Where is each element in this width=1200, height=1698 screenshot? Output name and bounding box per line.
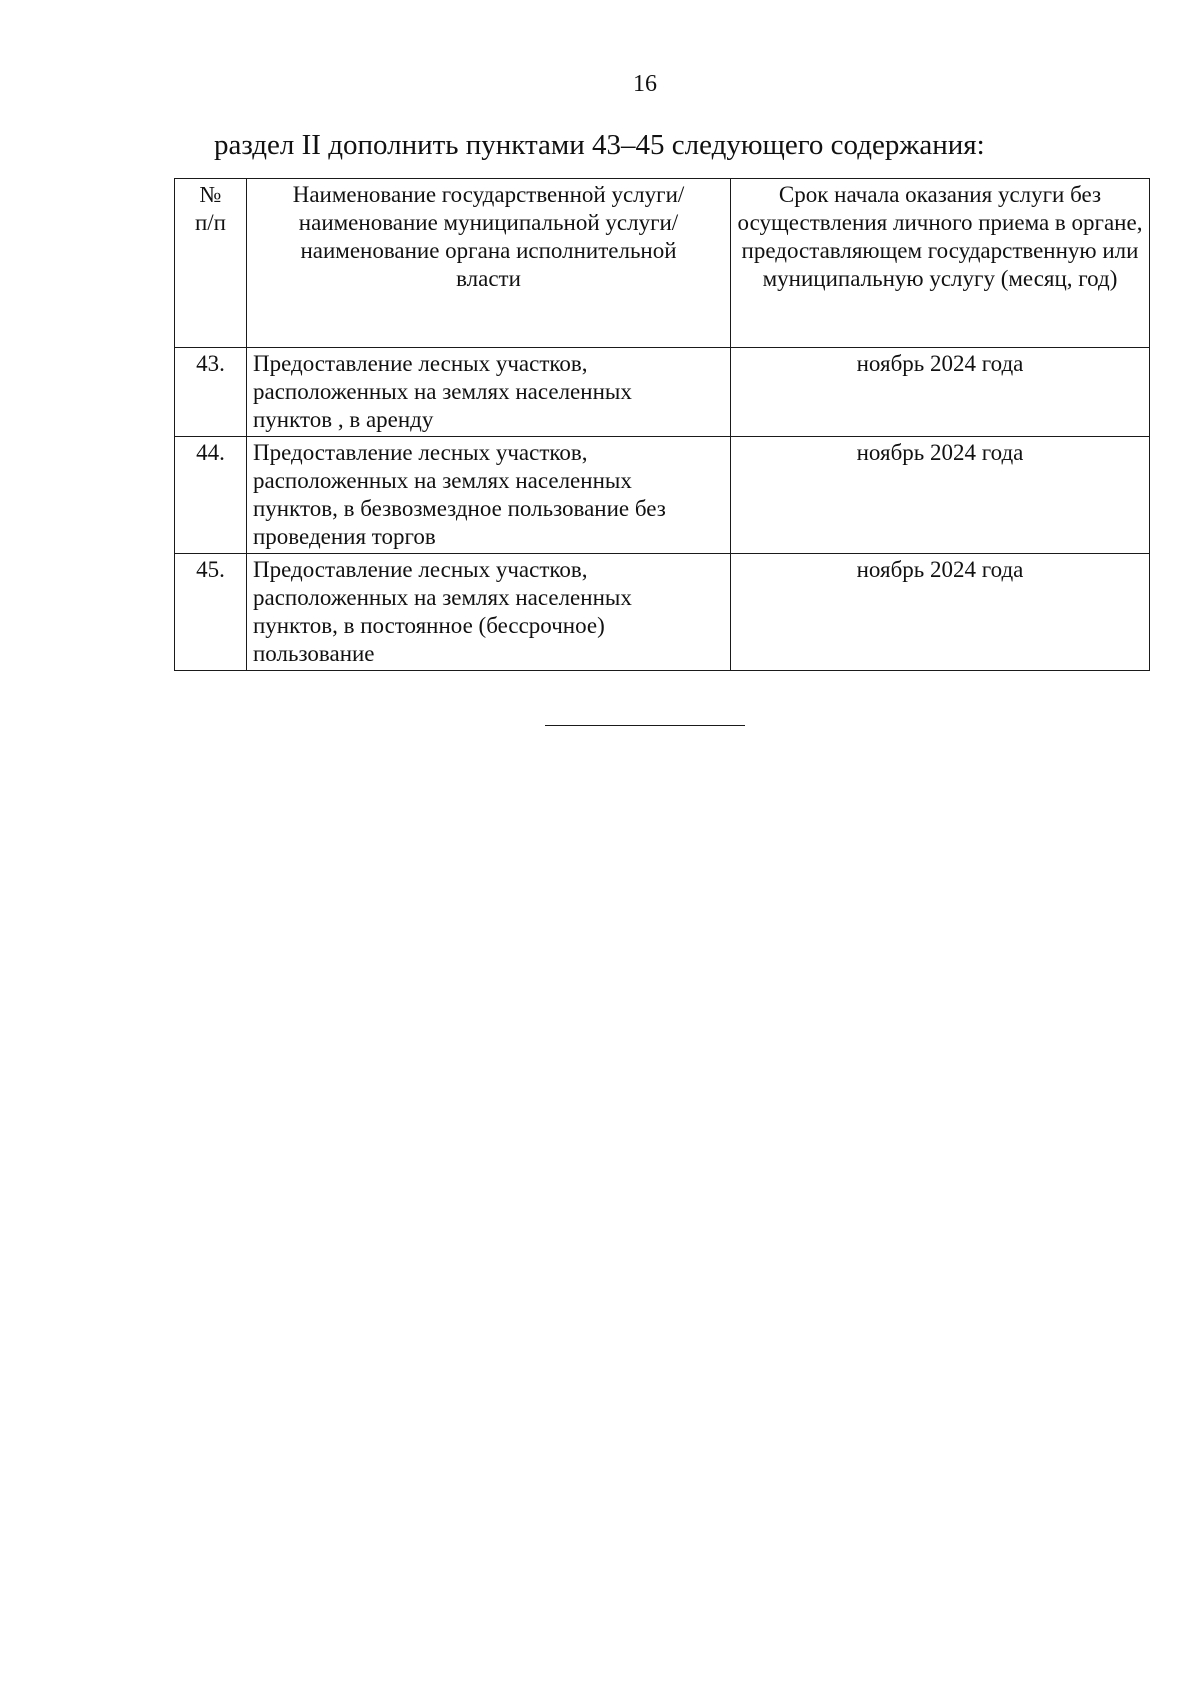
row-num: 44. <box>175 437 247 554</box>
services-table <box>174 178 1150 671</box>
row-service-name <box>247 348 731 437</box>
row-service-name <box>247 554 731 671</box>
header-name-label: Наименование государственной услуги/наименование муниципальной услуги/наименование органа исполнительной власти <box>292 182 685 291</box>
row-service-name <box>247 437 731 554</box>
intro-text: раздел II дополнить пунктами 43–45 следующего содержания: <box>214 129 985 161</box>
row-term: ноябрь 2024 года <box>731 554 1150 671</box>
header-num-label: № п/п <box>194 182 226 235</box>
row-service-name-text: Предоставление лесных участков, расположенных на землях населенных пунктов, в безвозмездное пользование без проведения торгов <box>253 440 666 549</box>
header-term-label: Срок начала оказания услуги без осуществления личного приема в органе, предоставляющем государственную или муниципальную услугу (месяц, год) <box>737 182 1143 291</box>
header-name <box>247 179 731 348</box>
row-term: ноябрь 2024 года <box>731 437 1150 554</box>
header-num <box>175 179 247 348</box>
row-term: ноябрь 2024 года <box>731 348 1150 437</box>
end-divider <box>545 725 745 726</box>
table-row <box>175 348 1150 437</box>
row-service-name-text: Предоставление лесных участков, расположенных на землях населенных пунктов, в постоянное (бессрочное) пользование <box>253 557 632 666</box>
table-row <box>175 437 1150 554</box>
header-term <box>731 179 1150 348</box>
page-number: 16 <box>633 71 657 97</box>
table-header-row <box>175 179 1150 348</box>
row-num: 45. <box>175 554 247 671</box>
row-num: 43. <box>175 348 247 437</box>
row-service-name-text: Предоставление лесных участков, расположенных на землях населенных пунктов , в аренду <box>253 351 632 432</box>
table-row <box>175 554 1150 671</box>
